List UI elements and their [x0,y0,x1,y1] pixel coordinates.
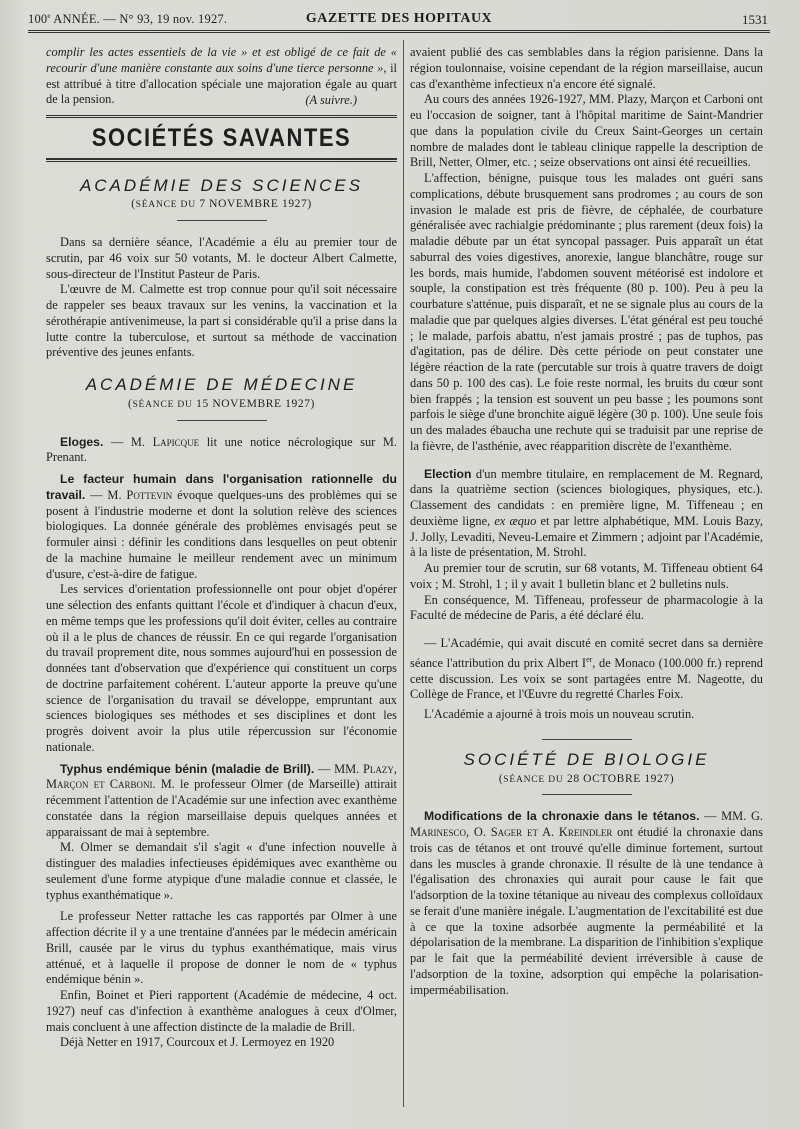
chronaxie-paragraph: Modifications de la chronaxie dans le tétanos. — MM. G. Marinesco, O. Sager et A. Kreindler ont étudié la chronaxie dans trois cas de tétanos et ont trouvé qu'elle diminue fortement, surtout dans les muscles à grande chronaxie. Il résulte de là une tendance à l'égalisation des chronaxies qui aurait pour cause le fait que l'adsorption de la toxine tétanique au niveau des complexus colloïdaux se ferait d'une manière inégale. L'augmentation de l'excitabilité est due à ce que la toxine adsorbée augmente la perméabilité et la dépolarisation de la membrane. La disparition de l'inhibition s'explique par le fait que la perméabilité devient irréversible à cause de l'adsorption de la toxine, adsorption qui empêche la polarisation-imperméabilisation. [410,809,763,997]
academie-sciences-session: (SÉANCE DU 7 NOVEMBRE 1927) [131,198,312,211]
sciences-paragraph-1: Dans sa dernière séance, l'Académie a élu au premier tour de scrutin, par 46 voix sur 50 votants, M. le docteur Albert Calmette, sous-directeur de l'Institut Pasteur de Paris. [46,235,397,281]
short-divider [177,420,267,421]
eloges-paragraph: Eloges. — M. Lapicque lit une notice nécrologique sur M. Prenant. [46,434,397,465]
orientation-paragraph: Les services d'orientation professionnelle ont pour objet d'opérer une sélection des enfants quittant l'école et d'indiquer à chacun d'eux, en même temps que les professions qu'il doit éviter, celles au contraire où il a le plus de chances de réussir. En ce qui regarde l'organisation du travail proprement dite, nous sommes aujourd'hui en possession de données tant d'observation que d'expérience qui constituent un corps de doctrine parfaitement cohérent. L'auteur apporte la preuve qu'une science de l'organisation du travail se développe, empruntant aux sciences biologiques ses méthodes et ses disciplines et dont les progrès doivent avoir la plus utile répercussion sur l'économie nationale. [46,582,397,754]
right-column [410,45,763,1119]
clinical-paragraph: L'affection, bénigne, puisque tous les malades ont guéri sans complications, débute brusquement sans prodromes ; au cours de son invasion le malade est pris de fièvre, de céphalée, de courbature généralisée avec rachialgie prédominante ; plus rarement (deux fois) la maladie débute par un état syncopal passager. Puis apparaît un état saburral des voies digestives, anorexie, langue blanchâtre, rouge sur les bords, mais humide, l'abdomen souvent météorisé est indolore et souple, la constipation est très fréquente (80 p. 100). Peu à peu la courbature s'atténue, puis disparaît, et ne se signale plus au cours de la maladie que par quelques algies diverses. L'état général est peu touché ; le malade, parfois abattu, n'est jamais prostré ; pas de tuphos, pas d'agitation, pas de délire. Dès cette période on peut constater une légère réaction de la rate (percutable sur trois à quatre travers de doigt dans 50 p. 100 des cas). Le foie reste normal, les bruits du cœur sont bien frappés ; la tension est souvent un peu basse ; les poumons sont parfois le siège d'une bronchite aiguë légère (30 p. 100). Une seule fois un des malades ébaucha une rechute qui se traduisit par une reprise de la fièvre, de l'asthénie, avec réapparition discrète de l'exanthème. [410,171,763,453]
boinet-paragraph: Enfin, Boinet et Pieri rapportent (Académie de médecine, 4 oct. 1927) neuf cas d'infection à exanthème analogues à ceux d'Olmer, mais concluent à une affection distincte de la maladie de Brill. [46,988,397,1034]
issue-year-number: 100 [28,12,48,27]
societe-biologie-title: SOCIÉTÉ DE BIOLOGIE [463,749,710,769]
intro-italic-text: complir les actes essentiels de la vie » et est obligé de ce fait de « recourir d'une manière constante aux soins d'une tierce personne », [46,45,397,75]
column-divider [403,40,404,1107]
issue-date: ANNÉE. — N° 93, 19 nov. 1927. [50,12,228,27]
consequence-paragraph: En conséquence, M. Tiffeneau, professeur de pharmacologie à la Faculté de médecine de Paris, a été déclaré élu. [410,592,763,623]
cases-paragraph: Au cours des années 1926-1927, MM. Plazy, Marçon et Carboni ont eu l'occasion de soigner, tant à l'hôpital maritime de Saint-Mandrier que dans la population civile du Creux Saint-Georges un certain nombre de malades dont le tableau clinique rappelle la description de Brill, Netter, Olmer, etc. ; seize observations ont ainsi été recueillies. [410,92,763,170]
academie-medecine-title: ACADÉMIE DE MÉDECINE [85,375,358,394]
continued-paragraph: avaient publié des cas semblables dans la région parisienne. Dans la région toulonnaise, voisine cependant de la région marseillaise, aucun cas d'exanthème infectieux n'a encore été signalé. [410,45,763,91]
to-be-continued: (A suivre.) [305,93,357,107]
facteur-humain-paragraph: Le facteur humain dans l'organisation rationnelle du travail. — M. Pottevin évoque quelques-uns des problèmes qui se posent à l'industrie moderne et dont la solution relève des sciences biologiques. La donnée générale des problèmes envisagés peut se formuler ainsi : définir les conditions dans lesquelles on peut obtenir de la machine humaine le meilleur rendement avec un minimum d'usure, c'est-à-dire de fatigue. [46,472,397,581]
deja-netter-paragraph: Déjà Netter en 1917, Courcoux et J. Lermoyez en 1920 [60,1035,335,1050]
election-paragraph: Election d'un membre titulaire, en remplacement de M. Regnard, dans la quatrième section (sciences biologiques, physiques, etc.). Classement des candidats : en première ligne, M. Tiffeneau ; en deuxième ligne, ex æquo et par lettre alphabétique, MM. Louis Bazy, J. Jolly, Levaditi, Neveu-Lemaire et Zimmern ; adjoint par l'Académie, à la liste de présentation, M. Strohl. [410,466,763,560]
short-divider [542,739,632,740]
academie-sciences-title: ACADÉMIE DES SCIENCES [79,175,364,195]
prix-paragraph: — L'Académie, qui avait discuté en comité secret dans sa dernière séance l'attribution du prix Albert Ier, de Monaco (100.000 fr.) reprend cette discussion. Les voix se sont partagées entre M. Nageotte, du Collège de France, et l'Œuvre du regretté Charles Foix. [410,636,763,702]
ajourne-paragraph: L'Académie a ajourné à trois mois un nouveau scrutin. [424,707,695,722]
section-banner: SOCIÉTÉS SAVANTES [91,122,352,152]
short-divider [177,220,267,221]
page-number: 1531 [742,12,768,27]
left-column [46,45,397,1119]
sciences-paragraph-2: L'œuvre de M. Calmette est trop connue pour qu'il soit nécessaire de rappeler ses beaux travaux sur les venins, la vaccination et la sérothérapie antivenimeuse, la part si considérable qu'il a prise dans la lutte contre la tuberculose, et surtout sa méthode de vaccination préventive des jeunes enfants. [46,282,397,360]
intro-text: il est attribué à titre d'allocation spéciale une majoration égale au quart de la pension. [46,60,397,107]
societe-biologie-session: (SÉANCE DU 28 OCTOBRE 1927) [498,772,675,785]
olmer-paragraph: M. Olmer se demandait s'il s'agit « d'une infection nouvelle à distinguer des maladies infectieuses épidémiques avec exanthème ou seulement d'une forme atypique d'une maladie connue et classée, le typhus exanthématique ». [46,840,397,902]
netter-paragraph: Le professeur Netter rattache les cas rapportés par Olmer à une affection décrite il y a une trentaine d'années par le médecin américain Brill, causée par le virus du typhus exanthématique, mais virus atténué, et à laquelle il propose de donner le nom de « typhus endémique bénin ». [46,909,397,987]
academie-medecine-session: (SÉANCE DU 15 NOVEMBRE 1927) [128,397,315,410]
page-header [28,8,770,33]
issue-year-suffix: e [47,12,51,20]
vote-paragraph: Au premier tour de scrutin, sur 68 votants, M. Tiffeneau obtient 64 voix ; M. Strohl, 1 ; il y avait 1 bulletin blanc et 2 bulletins nuls. [410,561,763,591]
journal-title: GAZETTE DES HOPITAUX [305,11,493,26]
short-divider [542,794,632,795]
typhus-paragraph: Typhus endémique bénin (maladie de Brill). — MM. Plazy, Marçon et Carboni. M. le professeur Olmer (de Marseille) attirait récemment l'attention de l'Académie sur une infection avec exanthème constatée dans la région marseillaise depuis quelques années et apparaissant de mai à septembre. [46,761,397,839]
